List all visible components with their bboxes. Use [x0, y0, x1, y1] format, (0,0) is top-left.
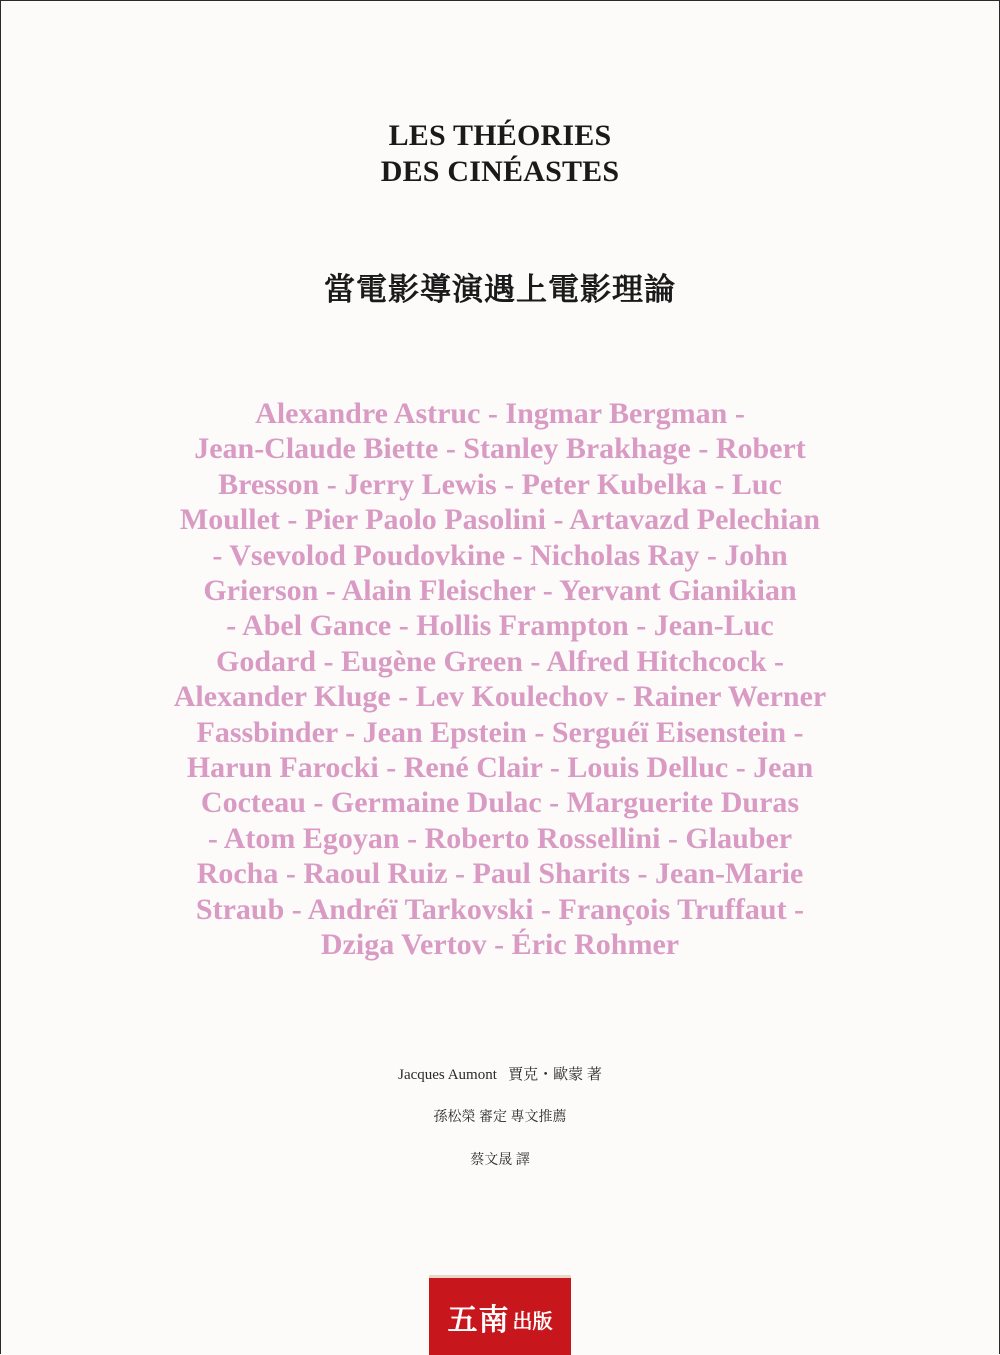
names-line: Bresson - Jerry Lewis - Peter Kubelka - Luc	[218, 467, 782, 501]
names-line: Jean-Claude Biette - Stanley Brakhage - Robert	[194, 432, 806, 466]
names-line: Fassbinder - Jean Epstein - Serguéï Eisenstein -	[196, 715, 804, 749]
names-line: Alexandre Astruc - Ingmar Bergman -	[255, 397, 745, 430]
publisher-logo	[429, 1275, 571, 1355]
names-line: Grierson - Alain Fleischer - Yervant Gianikian	[203, 574, 797, 608]
names-line: Straub - Andréï Tarkovski - François Truffaut -	[195, 892, 805, 926]
book-title	[0, 118, 1000, 190]
names-line: - Atom Egoyan - Roberto Rossellini - Glauber	[207, 821, 793, 855]
names-line: Godard - Eugène Green - Alfred Hitchcock -	[215, 644, 784, 678]
names-line: Rocha - Raoul Ruiz - Paul Sharits - Jean-Marie	[196, 857, 804, 891]
names-line: Alexander Kluge - Lev Koulechov - Rainer Werner	[173, 680, 827, 714]
title-line-1: LES THÉORIES	[388, 119, 612, 152]
names-line: - Abel Gance - Hollis Frampton - Jean-Luc	[226, 609, 774, 643]
author-credit: Jacques Aumont 賈克・歐蒙 著	[398, 1067, 602, 1083]
filmmaker-names	[0, 396, 1000, 963]
reviewer-credit: 孫松榮 審定 專文推薦	[433, 1110, 567, 1125]
publisher-logo-main: 五南	[447, 1302, 510, 1338]
translator-credit: 蔡文晟 譯	[470, 1153, 530, 1168]
title-line-2: DES CINÉASTES	[380, 155, 620, 188]
names-line: Harun Farocki - René Clair - Louis Delluc - Jean	[186, 751, 814, 785]
names-line: Dziga Vertov - Éric Rohmer	[320, 928, 680, 962]
publisher-logo-sub: 出版	[512, 1309, 553, 1333]
chinese-subtitle: 當電影導演遇上電影理論	[324, 272, 676, 307]
names-line: Cocteau - Germaine Dulac - Marguerite Duras	[200, 786, 800, 820]
names-line: - Vsevolod Poudovkine - Nicholas Ray - John	[212, 538, 788, 572]
names-line: Moullet - Pier Paolo Pasolini - Artavazd Pelechian	[179, 503, 821, 537]
